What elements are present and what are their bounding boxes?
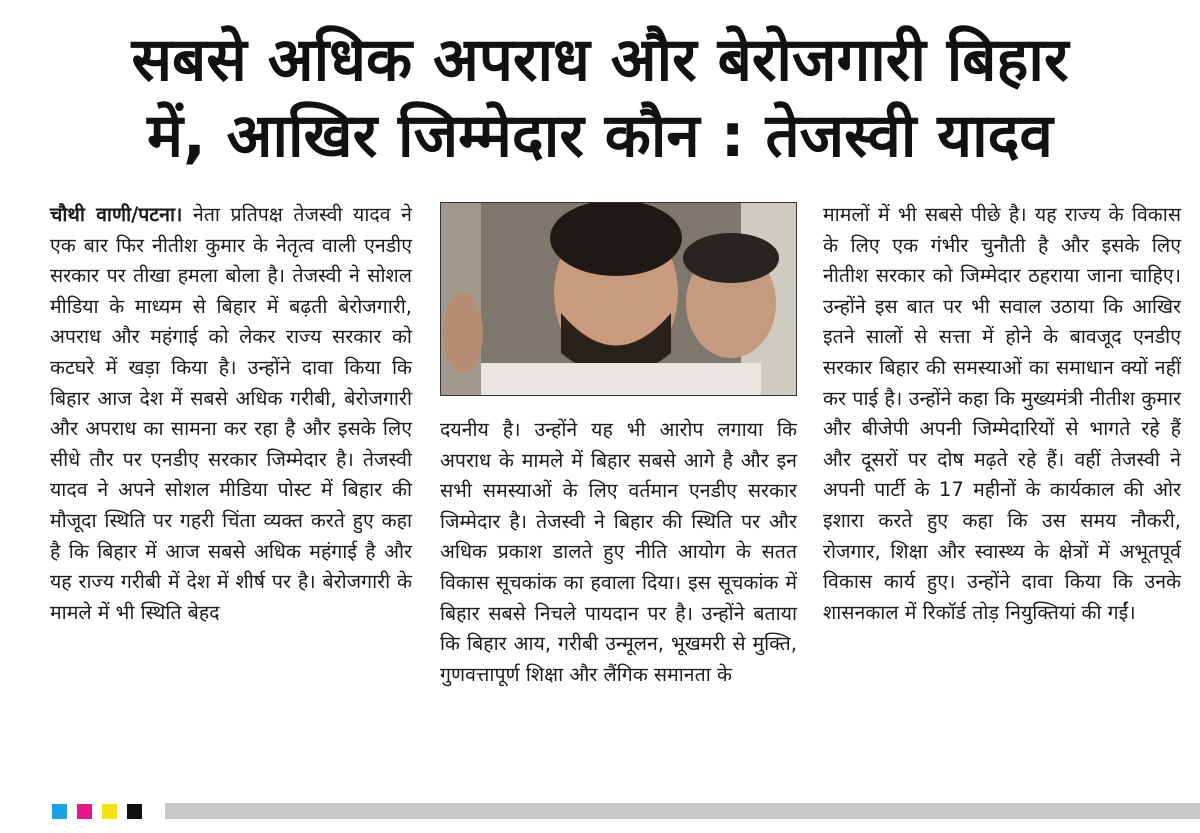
news-photo (440, 202, 797, 396)
yellow-register-mark (102, 804, 117, 819)
cyan-register-mark (52, 804, 67, 819)
footer-grey-rule (165, 803, 1200, 819)
photo-illustration (441, 203, 796, 395)
headline-line-2: में, आखिर जिम्मेदार कौन : तेजस्वी यादव (147, 101, 1053, 171)
headline-line-1: सबसे अधिक अपराध और बेरोजगारी बिहार (131, 25, 1069, 95)
headline (20, 22, 1180, 174)
magenta-register-mark (77, 804, 92, 819)
article-column-2: दयनीय है। उन्होंने यह भी आरोप लगाया कि अपराध के मामले में बिहार सबसे आगे है और इन सभी समस्याओं के लिए वर्तमान एनडीए सरकार जिम्मेदार है। तेजस्वी ने बिहार की स्थिति पर और अधिक प्रकाश डालते हुए नीति आयोग के सतत विकास सूचकांक का हवाला दिया। इस सूचकांक में बिहार सबसे निचले पायदान पर है। उन्होंने बताया कि बिहार आय, गरीबी उन्मूलन, भूखमरी से मुक्ति, गुणवत्तापूर्ण शिक्षा और लैंगिक समानता के (440, 418, 797, 686)
column-1-text: नेता प्रतिपक्ष तेजस्वी यादव ने एक बार फिर नीतीश कुमार के नेतृत्व वाली एनडीए सरकार पर तीखा हमला बोला है। तेजस्वी ने सोशल मीडिया के माध्यम से बिहार में बढ़ती बेरोजगारी, अपराध और महंगाई को लेकर राज्य सरकार को कटघरे में खड़ा किया है। उन्होंने दावा किया कि बिहार आज देश में सबसे अधिक गरीबी, बेरोजगारी और अपराध का सामना कर रहा है और इसके लिए सीधे तौर पर एनडीए सरकार जिम्मेदार है। तेजस्वी यादव ने अपने सोशल मीडिया पोस्ट में बिहार की मौजूदा स्थिति पर गहरी चिंता व्यक्त करते हुए कहा है कि बिहार में आज सबसे अधिक महंगाई है और यह राज्य गरीबी में देश में शीर्ष पर है। बेरोजगारी के मामले में भी स्थिति बेहद (50, 203, 412, 624)
article-column-1 (50, 200, 412, 628)
article-column-3: मामलों में भी सबसे पीछे है। यह राज्य के विकास के लिए एक गंभीर चुनौती है और इसके लिए नीतीश सरकार को जिम्मेदार ठहराया जाना चाहिए। उन्होंने इस बात पर भी सवाल उठाया कि आखिर इतने सालों से सत्ता में होने के बावजूद एनडीए सरकार बिहार की समस्याओं का समाधान क्यों नहीं कर पाई है। उन्होंने कहा कि मुख्यमंत्री नीतीश कुमार और बीजेपी अपनी जिम्मेदारियों से भागते रहे हैं और दूसरों पर दोष मढ़ते रहे हैं। वहीं तेजस्वी ने अपनी पार्टी के 17 महीनों के कार्यकाल की ओर इशारा करते हुए कहा कि उस समय नौकरी, रोजगार, शिक्षा और स्वास्थ्य के क्षेत्रों में अभूतपूर्व विकास कार्य हुए। उन्होंने दावा किया कि उनके शासनकाल में रिकॉर्ड तोड़ नियुक्तियां की गईं। (823, 203, 1181, 624)
black-register-mark (127, 804, 142, 819)
dateline: चौथी वाणी/पटना। (50, 203, 183, 226)
